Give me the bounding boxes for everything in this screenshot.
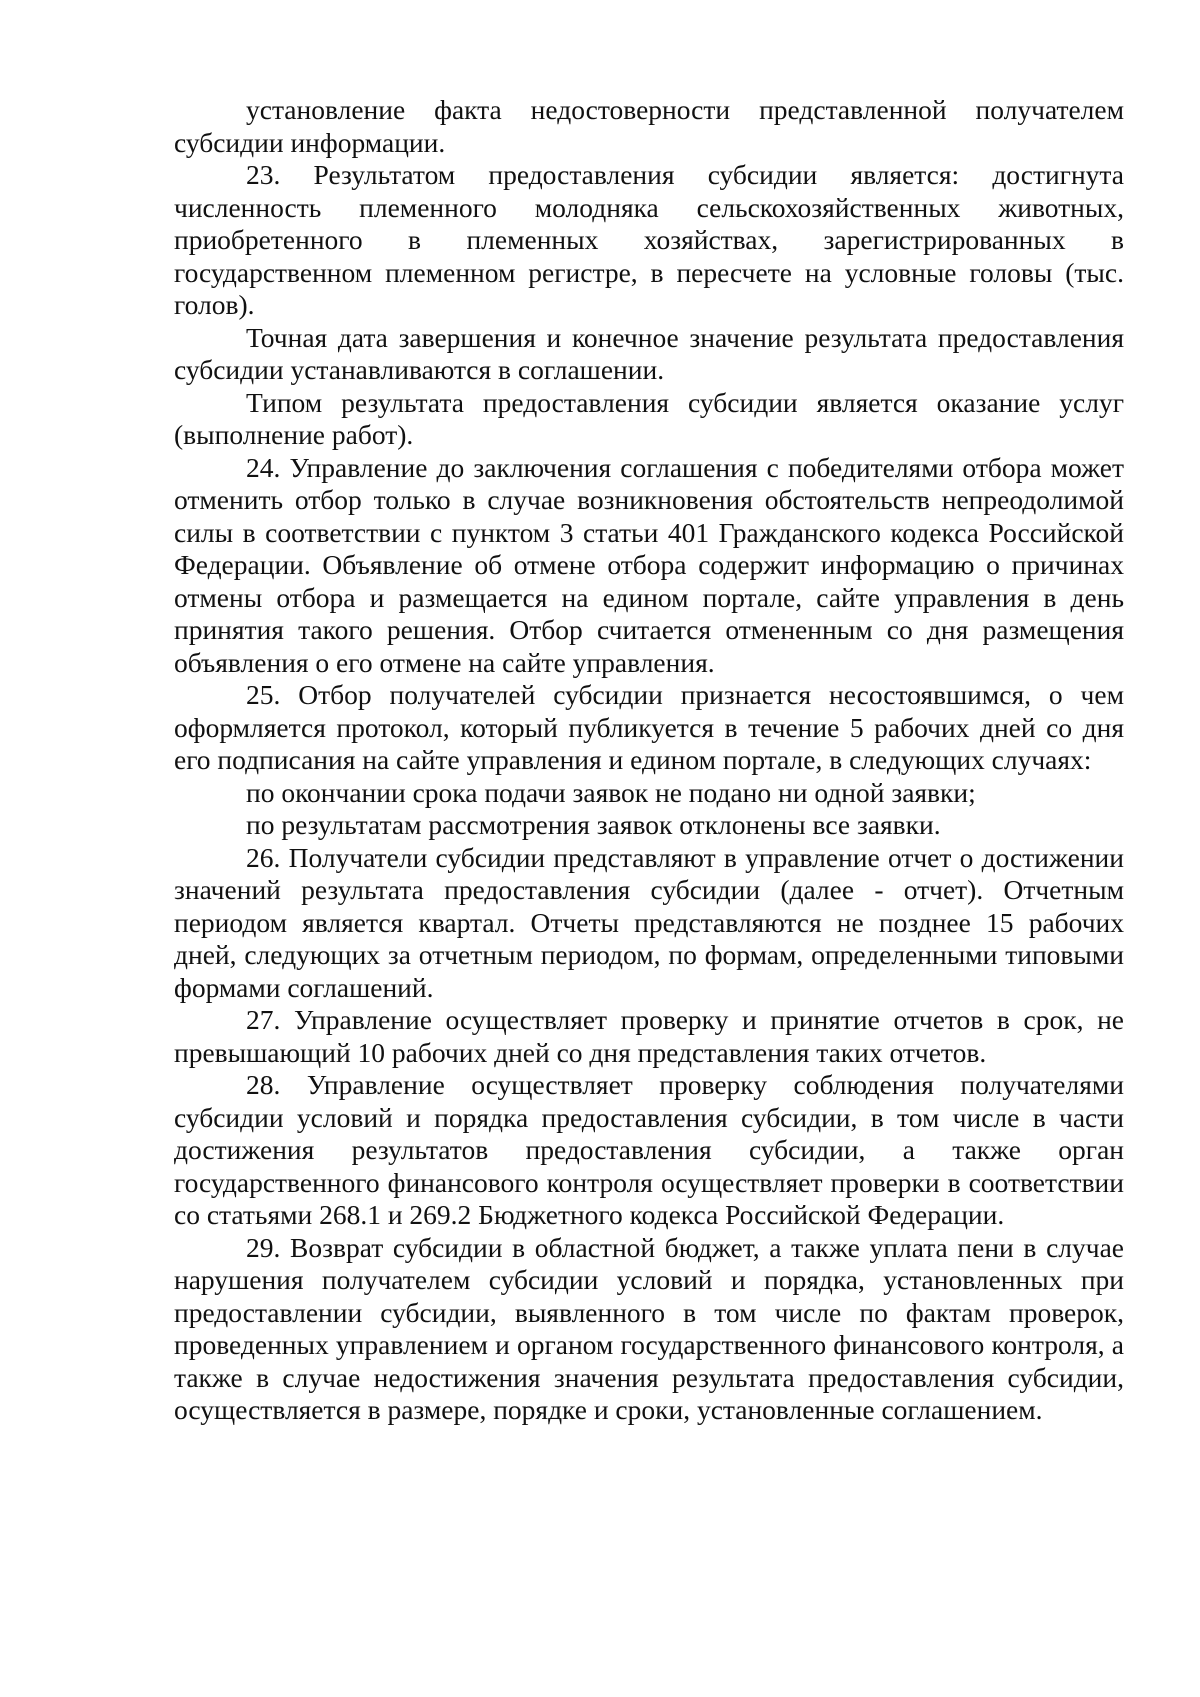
paragraph-26: 26. Получатели субсидии представляют в управление отчет о достижении значений результата предоставления субсидии (далее - отчет). Отчетным периодом является квартал. Отчеты представляются не позднее 15 рабочих дней, следующих за отчетным периодом, по формам, определенными типовыми формами соглашений. xyxy=(174,841,1124,1003)
document-page xyxy=(174,94,1124,1427)
paragraph-case-all-rejected: по результатам рассмотрения заявок отклонены все заявки. xyxy=(246,809,941,840)
paragraph-fact-of-unreliability: установление факта недостоверности представленной получателем субсидии информации. xyxy=(174,94,1124,158)
paragraph-29: 29. Возврат субсидии в областной бюджет, а также уплата пени в случае нарушения получателем субсидии условий и порядка, установленных при предоставлении субсидии, выявленного в том числе по фактам проверок, проведенных управлением и органом государственного финансового контроля, а также в случае недостижения значения результата предоставления субсидии, осуществляется в размере, порядке и сроки, установленные соглашением. xyxy=(174,1231,1124,1425)
paragraph-27: 27. Управление осуществляет проверку и принятие отчетов в срок, не превышающий 10 рабочих дней со дня представления таких отчетов. xyxy=(174,1004,1124,1068)
paragraph-23: 23. Результатом предоставления субсидии является: достигнута численность племенного молодняка сельскохозяйственных животных, приобретенного в племенных хозяйствах, зарегистрированных в государственном племенном регистре, в пересчете на условные головы (тыс. голов). xyxy=(174,159,1124,320)
paragraph-result-type: Типом результата предоставления субсидии является оказание услуг (выполнение работ). xyxy=(174,386,1124,450)
paragraph-24: 24. Управление до заключения соглашения с победителями отбора может отменить отбор только в случае возникновения обстоятельств непреодолимой силы в соответствии с пунктом 3 статьи 401 Гражданского кодекса Российской Федерации. Объявление об отмене отбора содержит информацию о причинах отмены отбора и размещается на едином портале, сайте управления в день принятия такого решения. Отбор считается отмененным со дня размещения объявления о его отмене на сайте управления. xyxy=(174,451,1124,678)
paragraph-exact-date: Точная дата завершения и конечное значение результата предоставления субсидии устанавливаются в соглашении. xyxy=(174,321,1124,385)
paragraph-25: 25. Отбор получателей субсидии признается несостоявшимся, о чем оформляется протокол, который публикуется в течение 5 рабочих дней со дня его подписания на сайте управления и едином портале, в следующих случаях: xyxy=(174,679,1124,775)
paragraph-case-no-applications: по окончании срока подачи заявок не подано ни одной заявки; xyxy=(246,776,976,808)
paragraph-28: 28. Управление осуществляет проверку соблюдения получателями субсидии условий и порядка предоставления субсидии, в том числе в части достижения результатов предоставления субсидии, а также орган государственного финансового контроля осуществляет проверки в соответствии со статьями 268.1 и 269.2 Бюджетного кодекса Российской Федерации. xyxy=(174,1069,1124,1230)
